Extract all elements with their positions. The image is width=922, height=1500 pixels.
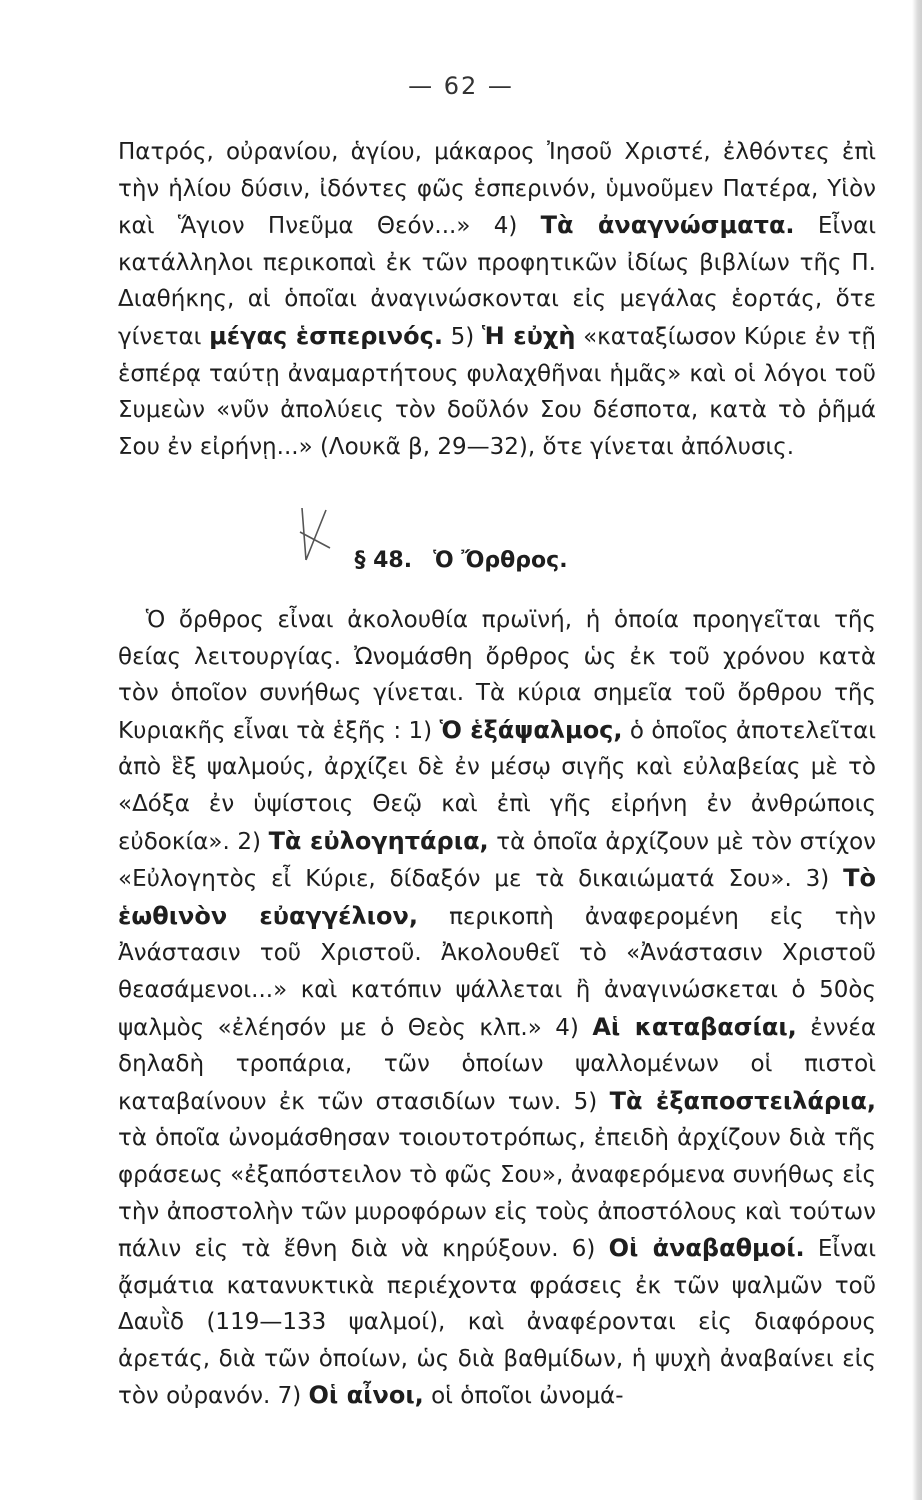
term-exapostilaria: Τὰ ἐξαποστειλάρια,: [609, 1086, 877, 1115]
text-run: τὰ ὁποῖα ὠνομάσθησαν τοιουτοτρόπως, ἐπειδὴ ἀρχίζουν διὰ τῆς φράσεως «ἐξαπόστειλον τὸ φῶς Σου», ἀναφερόμενα συνήθως εἰς τὴν ἀποστολὴν τῶν μυροφόρων εἰς τοὺς ἀποστόλους καὶ τούτων πάλιν εἰς τὰ ἔθνη διὰ νὰ κηρύξουν. 6): [118, 1125, 876, 1263]
text-run: «καταξίωσον Κύριε ἐν τῇ ἑσπέρᾳ ταύτῃ ἀναμαρτήτους φυλαχθῆναι ἡμᾶς» καὶ οἱ λόγοι τοῦ Συμεὼν «νῦν ἀπολύεις τὸν δοῦλόν Σου δέσποτα, κατὰ τὸ ῥῆμά Σου ἐν εἰρήνῃ...» (Λουκᾶ β, 29—32), ὅτε γίνεται ἀπόλυσις.: [118, 323, 877, 460]
section-title: Ὁ Ὄρθρος.: [433, 548, 568, 573]
paragraph-orthros: [118, 602, 876, 1415]
section-heading: [0, 548, 922, 573]
text-run: τὰ ὁποῖα ἀρχίζουν μὲ τὸν στίχον «Εὐλογητὸς εἶ Κύριε, δίδαξόν με τὰ δικαιώματά Σου». 3): [118, 828, 876, 893]
text-run: ὁ ὁποῖος ἀποτελεῖται ἀπὸ ἓξ ψαλμούς, ἀρχίζει δὲ ἐν μέσῳ σιγῆς καὶ εὐλαβείας μὲ τὸ «Δόξα ἐν ὑψίστοις Θεῷ καὶ ἐπὶ γῆς εἰρήνη ἐν ἀνθρώποις εὐδοκία». 2): [118, 717, 877, 855]
term-ainoi: Οἱ αἶνοι,: [308, 1381, 424, 1410]
text-run: ἐννέα δηλαδὴ τροπάρια, τῶν ὁποίων ψαλλομένων οἱ πιστοὶ καταβαίνουν ἐκ τῶν στασιδίων των. 5): [118, 1014, 877, 1115]
paragraph-vespers-continued: [118, 134, 876, 465]
text-run: 5): [450, 323, 475, 350]
text-run: οἱ ὁποῖοι ὠνομά-: [431, 1383, 624, 1410]
term-katavasiai: Αἱ καταβασίαι,: [592, 1012, 797, 1041]
term-readings: Τὰ ἀναγνώσματα.: [540, 211, 795, 240]
term-hexapsalmos: Ὁ ἑξάψαλμος,: [439, 715, 623, 744]
page-number: — 62 —: [408, 72, 514, 100]
term-anavathmoi: Οἱ ἀναβαθμοί.: [608, 1234, 805, 1263]
text-run: περικοπὴ ἀναφερομένη εἰς τὴν Ἀνάστασιν τοῦ Χριστοῦ. Ἀκολουθεῖ τὸ «Ἀνάστασιν Χριστοῦ θεασάμενοι...» καὶ κατόπιν ψάλλεται ἢ ἀναγινώσκεται ὁ 50ὸς ψαλμὸς «ἐλέησόν με ὁ Θεὸς κλπ.» 4): [118, 903, 876, 1041]
text-run: Εἶναι ᾄσμάτια κατανυκτικὰ περιέχοντα φράσεις ἐκ τῶν ψαλμῶν τοῦ Δαυῒδ (119—133 ψαλμοί), καὶ ἀναφέρονται εἰς διαφόρους ἀρετάς, διὰ τῶν ὁποίων, ὡς διὰ βαθμίδων, ἡ ψυχὴ ἀναβαίνει εἰς τὸν οὐρανόν. 7): [118, 1236, 877, 1410]
section-number: § 48.: [354, 548, 413, 573]
term-eothinon-gospel: Τὸ ἑωθινὸν εὐαγγέλιον,: [118, 864, 876, 930]
page-edge-shadow: [912, 0, 922, 1500]
text-run: Πατρός, οὐρανίου, ἁγίου, μάκαρος Ἰησοῦ Χριστέ, ἐλθόντες ἐπὶ τὴν ἡλίου δύσιν, ἰδόντες φῶς ἑσπερινόν, ὑμνοῦμεν Πατέρα, Υἱὸν καὶ Ἅγιον Πνεῦμα Θεόν...» 4): [118, 139, 876, 240]
text-run: Ὁ ὄρθρος εἶναι ἀκολουθία πρωϊνή, ἡ ὁποία προηγεῖται τῆς θείας λειτουργίας. Ὠνομάσθη ὄρθρος ὡς ἐκ τοῦ χρόνου κατὰ τὸν ὁποῖον συνήθως γίνεται. Τὰ κύρια σημεῖα τοῦ ὄρθρου τῆς Κυριακῆς εἶναι τὰ ἑξῆς : 1): [118, 607, 876, 744]
text-run: Εἶναι κατάλληλοι περικοπαὶ ἐκ τῶν προφητικῶν ἰδίως βιβλίων τῆς Π. Διαθήκης, αἱ ὁποῖαι ἀναγινώσκονται εἰς μεγάλας ἑορτάς, ὅτε γίνεται: [118, 213, 877, 350]
term-prayer: Ἡ εὐχὴ: [481, 321, 576, 350]
term-great-vespers: μέγας ἑσπερινός.: [209, 321, 443, 350]
term-evlogitaria: Τὰ εὐλογητάρια,: [268, 826, 489, 855]
